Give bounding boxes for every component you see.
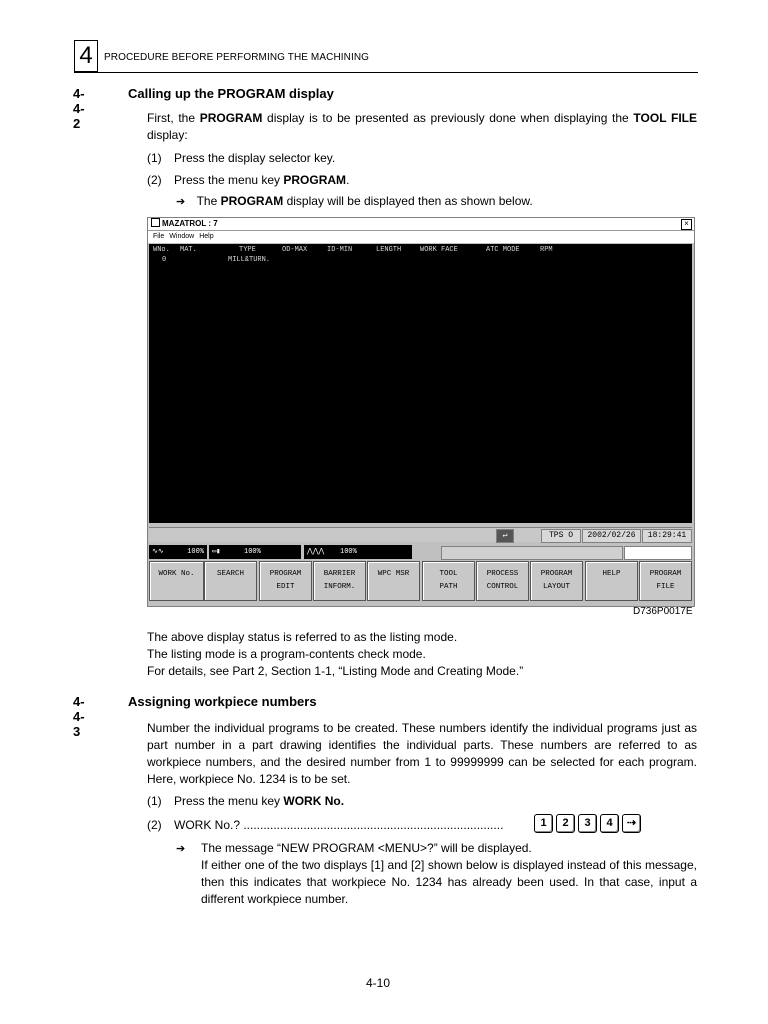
message-note: The message “NEW PROGRAM <MENU>?” will be displayed. If either one of the two displays [1] and [2] shown below is displayed instead of this message, then this indicates that workpiece No. 1234 has already been used. In that case, input a different workpiece number. <box>201 841 697 906</box>
feed-override-meter: ▭▮ 100% <box>209 545 301 559</box>
result-line: ➔ The PROGRAM display will be displayed then as shown below. <box>176 194 533 208</box>
listing-paragraph: The above display status is referred to as the listing mode. The listing mode is a program-contents check mode. For details, see Part 2, Section 1-1, “Listing Mode and Creating Mode.” <box>147 630 524 678</box>
battery-icon: ▭▮ <box>212 548 221 556</box>
close-icon[interactable]: × <box>681 219 692 230</box>
fkey-search[interactable]: SEARCH <box>204 561 257 601</box>
date-display: 2002/02/26 <box>582 529 641 543</box>
section-number: 4-4-2 <box>73 86 85 131</box>
function-keys <box>149 561 692 603</box>
workpiece-paragraph: Number the individual programs to be created. These numbers identify the individual programs just as part number in a part drawing identifies the individual parts. These numbers are referred to as workpiece numbers, and the desired number from 1 to 99999999 can be selected for each program. Here, workpiece No. 1234 is to be set. <box>147 721 697 786</box>
zigzag-icon: ⋀⋀⋀ <box>307 548 325 556</box>
time-display: 18:29:41 <box>642 529 692 543</box>
fkey-help[interactable]: HELP <box>585 561 638 601</box>
override-meters <box>149 544 692 560</box>
col-wno: WNo. <box>153 246 170 254</box>
key-4: 4 <box>600 814 619 833</box>
status-bar <box>149 527 692 542</box>
figure-caption: D736P0017E <box>633 606 693 617</box>
key-2: 2 <box>556 814 575 833</box>
chapter-number: 4 <box>74 40 98 72</box>
menu-help[interactable]: Help <box>199 233 214 240</box>
menu-file[interactable]: File <box>153 233 165 240</box>
col-od-max: OD-MAX <box>282 246 308 254</box>
row-type: MILL&TURN. <box>228 256 271 264</box>
key-3: 3 <box>578 814 597 833</box>
spindle-override-meter: ∿∿ 100% <box>149 545 207 559</box>
col-work-face: WORK FACE <box>420 246 458 254</box>
input-field[interactable] <box>624 546 692 560</box>
program-display-screenshot <box>147 217 695 607</box>
app-icon <box>151 218 160 227</box>
key-sequence <box>534 813 644 833</box>
section-title: Calling up the PROGRAM display <box>128 86 334 101</box>
header-rule <box>74 72 698 73</box>
col-id-min: ID-MIN <box>327 246 353 254</box>
row-wno: 0 <box>162 256 167 264</box>
step-2: (2) WORK No.? .............................................................................. <box>147 818 504 832</box>
step-1: (1) Press the display selector key. <box>147 151 336 165</box>
key-1: 1 <box>534 814 553 833</box>
message-field <box>441 546 623 560</box>
section-title: Assigning workpiece numbers <box>128 694 317 709</box>
col-rpm: RPM <box>540 246 553 254</box>
intro-paragraph: First, the PROGRAM display is to be presented as previously done when displaying the TOOL FILE display: <box>147 111 697 142</box>
program-list-screen <box>149 244 692 523</box>
col-type: TYPE <box>239 246 256 254</box>
col-length: LENGTH <box>376 246 402 254</box>
fkey-program-file[interactable]: PROGRAM FILE <box>639 561 692 601</box>
arrow-right-icon: ➔ <box>176 196 186 208</box>
fkey-tool-path[interactable]: TOOL PATH <box>422 561 475 601</box>
fkey-process-control[interactable]: PROCESS CONTROL <box>476 561 529 601</box>
fkey-program-edit[interactable]: PROGRAM EDIT <box>259 561 312 601</box>
step-1: (1) Press the menu key WORK No. <box>147 794 345 808</box>
arrow-bullet <box>176 840 185 858</box>
input-key-icon: ⇢ <box>622 814 641 833</box>
page-number: 4-10 <box>366 976 391 990</box>
window-titlebar <box>148 218 694 231</box>
step-2: (2) Press the menu key PROGRAM. <box>147 173 350 187</box>
menu-bar <box>148 231 694 243</box>
rapid-override-meter: ⋀⋀⋀ 100% <box>304 545 412 559</box>
col-mat: MAT. <box>180 246 197 254</box>
fkey-wpc-msr[interactable]: WPC MSR <box>367 561 420 601</box>
col-atc-mode: ATC MODE <box>486 246 520 254</box>
window-title: MAZATROL : 7 <box>162 219 218 228</box>
tps-status: TPS O <box>541 529 581 543</box>
return-icon: ↵ <box>496 529 514 543</box>
fkey-program-layout[interactable]: PROGRAM LAYOUT <box>530 561 583 601</box>
arrow-right-icon: ➔ <box>176 843 186 855</box>
menu-window[interactable]: Window <box>169 233 195 240</box>
chapter-title: PROCEDURE BEFORE PERFORMING THE MACHINING <box>104 52 370 63</box>
fkey-barrier-inform[interactable]: BARRIER INFORM. <box>313 561 366 601</box>
wave-icon: ∿∿ <box>152 548 164 556</box>
fkey-work-no[interactable]: WORK No. <box>149 561 204 601</box>
section-number: 4-4-3 <box>73 694 85 739</box>
